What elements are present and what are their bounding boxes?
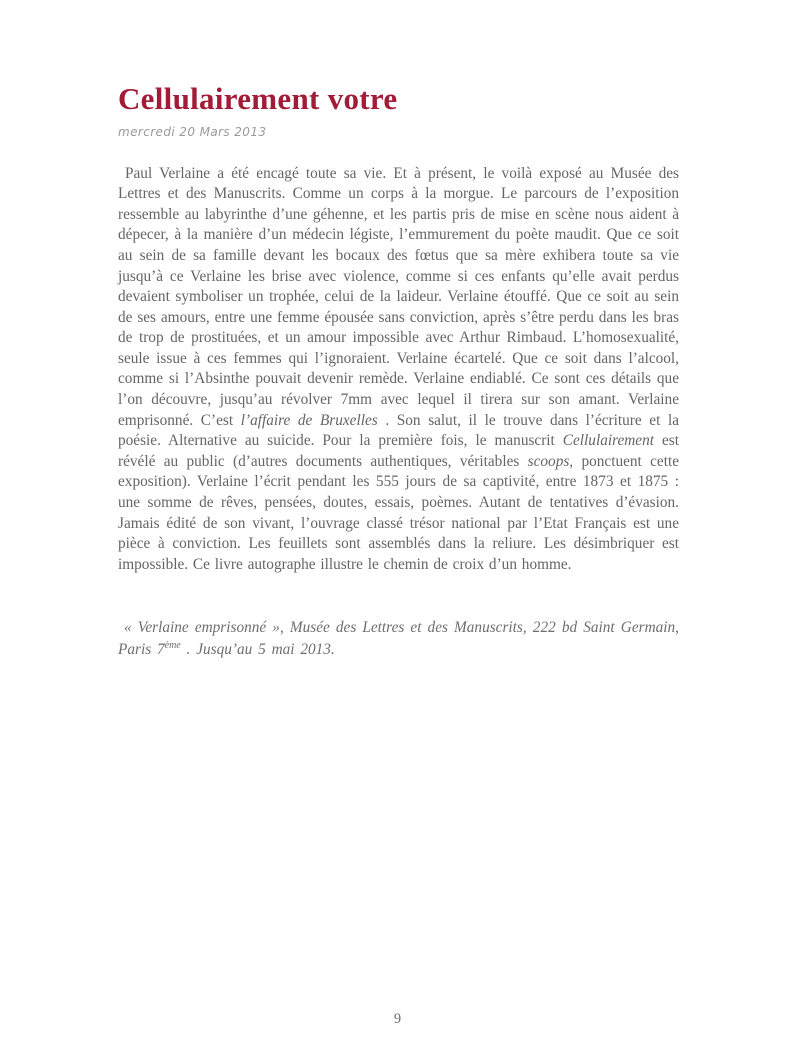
article <box>118 83 679 661</box>
exhibition-citation <box>118 617 679 661</box>
citation-segment: « Verlaine emprisonné », Musée des Lettres et des Manuscrits, 222 bd Saint Germain, Paris 7 <box>118 619 679 659</box>
citation-segment: . Jusqu’au 5 mai 2013. <box>180 641 335 659</box>
body-segment: est révélé au public (d’autres documents authentiques, véritables <box>118 432 679 470</box>
article-date: mercredi 20 Mars 2013 <box>118 124 267 139</box>
body-segment-italic: l’affaire de Bruxelles <box>240 411 378 429</box>
body-segment-italic: scoops, <box>527 452 574 470</box>
article-title: Cellulairement votre <box>118 81 398 116</box>
body-segment-italic: Cellulairement <box>562 432 654 450</box>
citation-superscript: ème <box>164 640 181 652</box>
body-segment: Paul Verlaine a été encagé toute sa vie. Et à présent, le voilà exposé au Musée des Lettres et des Manuscrits. Comme un corps à la morgue. Le parcours de l’exposition ressemble au labyrinthe d’une géhenne, et les partis pris de mise en scène nous aident à dépecer, à la manière d’un médecin légiste, l’emmurement du poète maudit. Que ce soit au sein de sa famille devant les bocaux des fœtus que sa mère exhibera toute sa vie jusqu’à ce Verlaine les brise avec violence, comme si ces enfants qu’elle avait perdus devaient symboliser un trophée, celui de la laideur. Verlaine étouffé. Que ce soit au sein de ses amours, entre une femme épousée sans conviction, après s’être perdu dans les bras de trop de prostituées, et un amour impossible avec Arthur Rimbaud. L’homosexualité, seule issue à ces femmes qui l’ignoraient. Verlaine écartelé. Que ce soit dans l’alcool, comme si l’Absinthe pouvait devenir remède. Verlaine endiablé. Ce sont ces détails que l’on découvre, jusqu’au révolver 7mm avec lequel il tirera sur son amant. Verlaine emprisonné. C’est <box>118 164 679 429</box>
body-segment: . Son salut, il le trouve dans l’écriture et la poésie. Alternative au suicide. Pour la première fois, le manuscrit <box>118 411 679 450</box>
article-body <box>118 164 679 576</box>
page-number: 9 <box>393 1011 402 1027</box>
body-segment: ponctuent cette exposition). Verlaine l’écrit pendant les 555 jours de sa captivité, entre 1873 et 1875 : une somme de rêves, pensées, doutes, essais, poèmes. Autant de tentatives d’évasion. Jamais édité de son vivant, l’ouvrage classé trésor national par l’Etat Français est une pièce à conviction. Les feuillets sont assemblés dans la reliure. Les désimbriquer est impossible. Ce livre autographe illustre le chemin de croix d’un homme. <box>118 452 679 573</box>
